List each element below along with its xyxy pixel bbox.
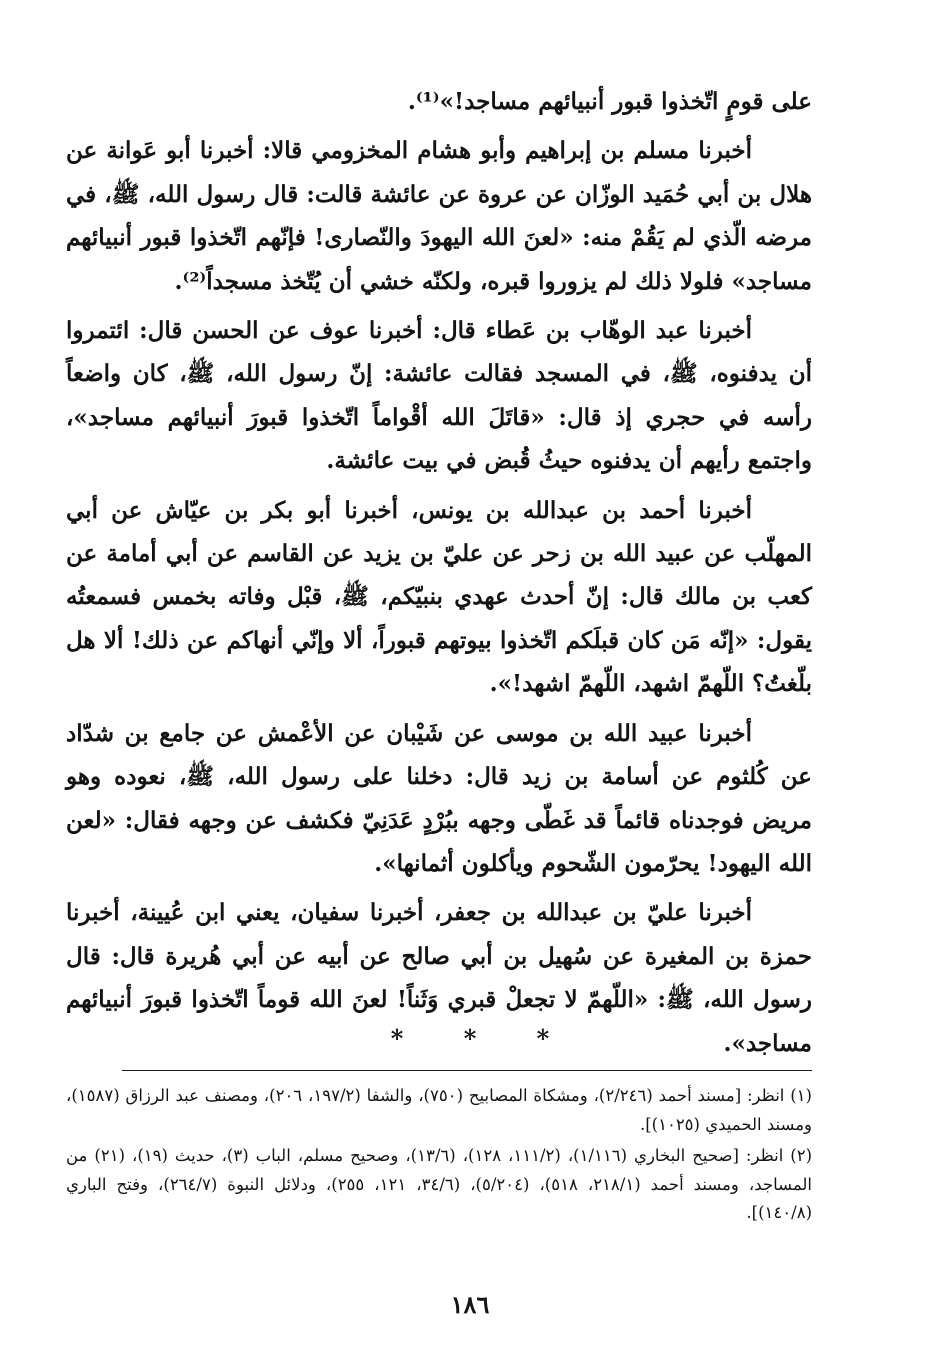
separator-asterisk: * <box>536 1024 550 1053</box>
paragraph-hadith-2: أخبرنا عبد الوهّاب بن عَطاء قال: أخبرنا عوف عن الحسن قال: ائتمروا أن يدفنوه، ﷺ، في المسجد فقالت عائشة: إنّ رسول الله، ﷺ، كان واضعاً رأسه في حجري إذ قال: «قاتَلَ الله أقْواماً اتّخذوا قبورَ أنبيائهم مساجد»، واجتمع رأيهم أن يدفنوه حيثُ قُبض في بيت عائشة. <box>66 317 812 475</box>
footnote-divider <box>122 1070 812 1071</box>
paragraph-hadith-4: أخبرنا عبيد الله بن موسى عن شَيْبان عن الأعْمش عن جامع بن شدّاد عن كُلثوم عن أسامة بن زيد قال: دخلنا على رسول الله، ﷺ، نعوده وهو مريض فوجدناه قائماً قد غَطّى وجهه ببُرْدٍ عَدَنِيّ فكشف عن وجهه فقال: «لعن الله اليهود! يحرّمون الشّحوم ويأكلون أثمانها». <box>66 719 812 877</box>
paragraph-hadith-3: أخبرنا أحمد بن عبدالله بن يونس، أخبرنا أبو بكر بن عيّاش عن أبي المهلّب عن عبيد الله بن زحر عن عليّ بن يزيد عن القاسم عن أبي أمامة عن كعب بن مالك قال: إنّ أحدث عهدي بنبيّكم، ﷺ، قبْل وفاته بخمس فسمعتُه يقول: «إنّه مَن كان قبلَكم اتّخذوا بيوتهم قبوراً، ألا وإنّي أنهاكم عن ذلك! ألا هل بلّغتُ؟ اللّهمّ اشهد، اللّهمّ اشهد!». <box>66 496 812 698</box>
page-number: ١٨٦ <box>450 1290 490 1319</box>
paragraph-continuation: على قومٍ اتّخذوا قبور أنبيائهم مساجد!»⁽¹⁾. <box>407 88 812 115</box>
footnote-2: (٢) انظر: [صحيح البخاري (١/١١٦)، (١١١/٢، ١٢٨)، (١٣/٦)، وصحيح مسلم، الباب (٣)، حديث (١٩)، (٢١) من المساجد، ومسند أحمد (٢١٨/١، ٥١٨)، (٥/٢٠٤)، (٣٤/٦، ١٢١، ٢٥٥)، ودلائل النبوة (٢٦٤/٧)، وفتح الباري (١٤٠/٨)]. <box>66 1146 813 1222</box>
footnotes <box>66 1082 812 1231</box>
separator-asterisk: * <box>463 1024 477 1053</box>
footnote-1: (١) انظر: [مسند أحمد (٢/٢٤٦)، ومشكاة المصابيح (٧٥٠)، والشفا (١٩٧/٢، ٢٠٦)، ومصنف عبد الرزاق (١٥٨٧)، ومسند الحميدي (١٠٢٥)]. <box>66 1086 812 1134</box>
separator-asterisk: * <box>390 1024 404 1053</box>
section-separator <box>0 1024 940 1053</box>
paragraph-hadith-5: أخبرنا عليّ بن عبدالله بن جعفر، أخبرنا سفيان، يعني ابن عُيينة، أخبرنا حمزة بن المغيرة عن سُهيل بن أبي صالح عن أبيه عن أبي هُريرة قال: قال رسول الله، ﷺ: «اللّهمّ لا تجعلْ قبري وَثَناً! لعنَ الله قوماً اتّخذوا قبورَ أنبيائهم مساجد». <box>66 899 812 1057</box>
main-text-body <box>66 80 812 1071</box>
paragraph-hadith-1: أخبرنا مسلم بن إبراهيم وأبو هشام المخزومي قالا: أخبرنا أبو عَوانة عن هلال بن أبي حُمَيد الوزّان عن عروة عن عائشة قالت: قال رسول الله، ﷺ، في مرضه الّذي لم يَقُمْ منه: «لعنَ الله اليهودَ والنّصارى! فإنّهم اتّخذوا قبور أنبيائهم مساجد» فلولا ذلك لم يزوروا قبره، ولكنّه خشي أن يُتّخذ مسجداً⁽²⁾. <box>66 137 812 295</box>
